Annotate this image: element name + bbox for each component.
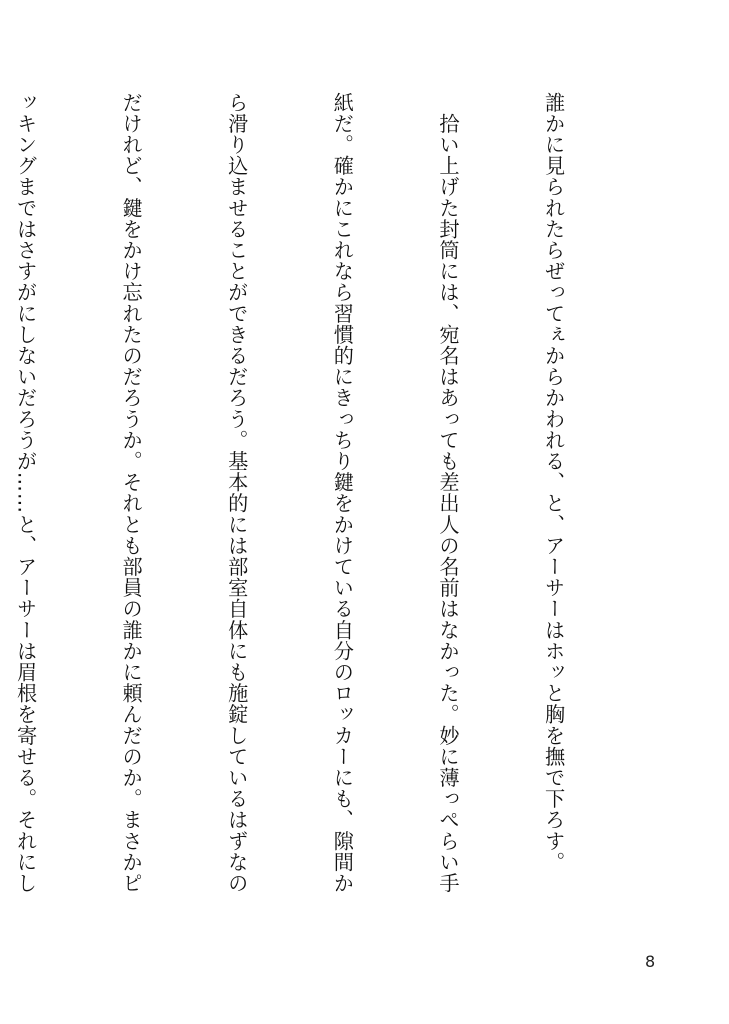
text-line: ら滑り込ませることができるだろう。基本的には部室自体にも施錠しているはずなの [224, 92, 249, 894]
vertical-text-body [0, 92, 641, 952]
text-line: ッキングまではさすがにしないだろうが……と、アーサーは眉根を寄せる。それにし [13, 92, 38, 894]
page-number: 8 [645, 952, 656, 971]
text-line: 拾い上げた封筒には、宛名はあっても差出人の名前はなかった。妙に薄っぺらい手 [435, 92, 460, 894]
text-line: 誰かに見られたらぜってぇからかわれる、と、アーサーはホッと胸を撫で下ろす。 [541, 92, 566, 873]
text-line: 紙だ。確かにこれなら習慣的にきっちり鍵をかけている自分のロッカーにも、隙間か [330, 92, 355, 894]
text-line: だけれど、鍵をかけ忘れたのだろうか。それとも部員の誰かに頼んだのか。まさかピ [119, 92, 144, 894]
